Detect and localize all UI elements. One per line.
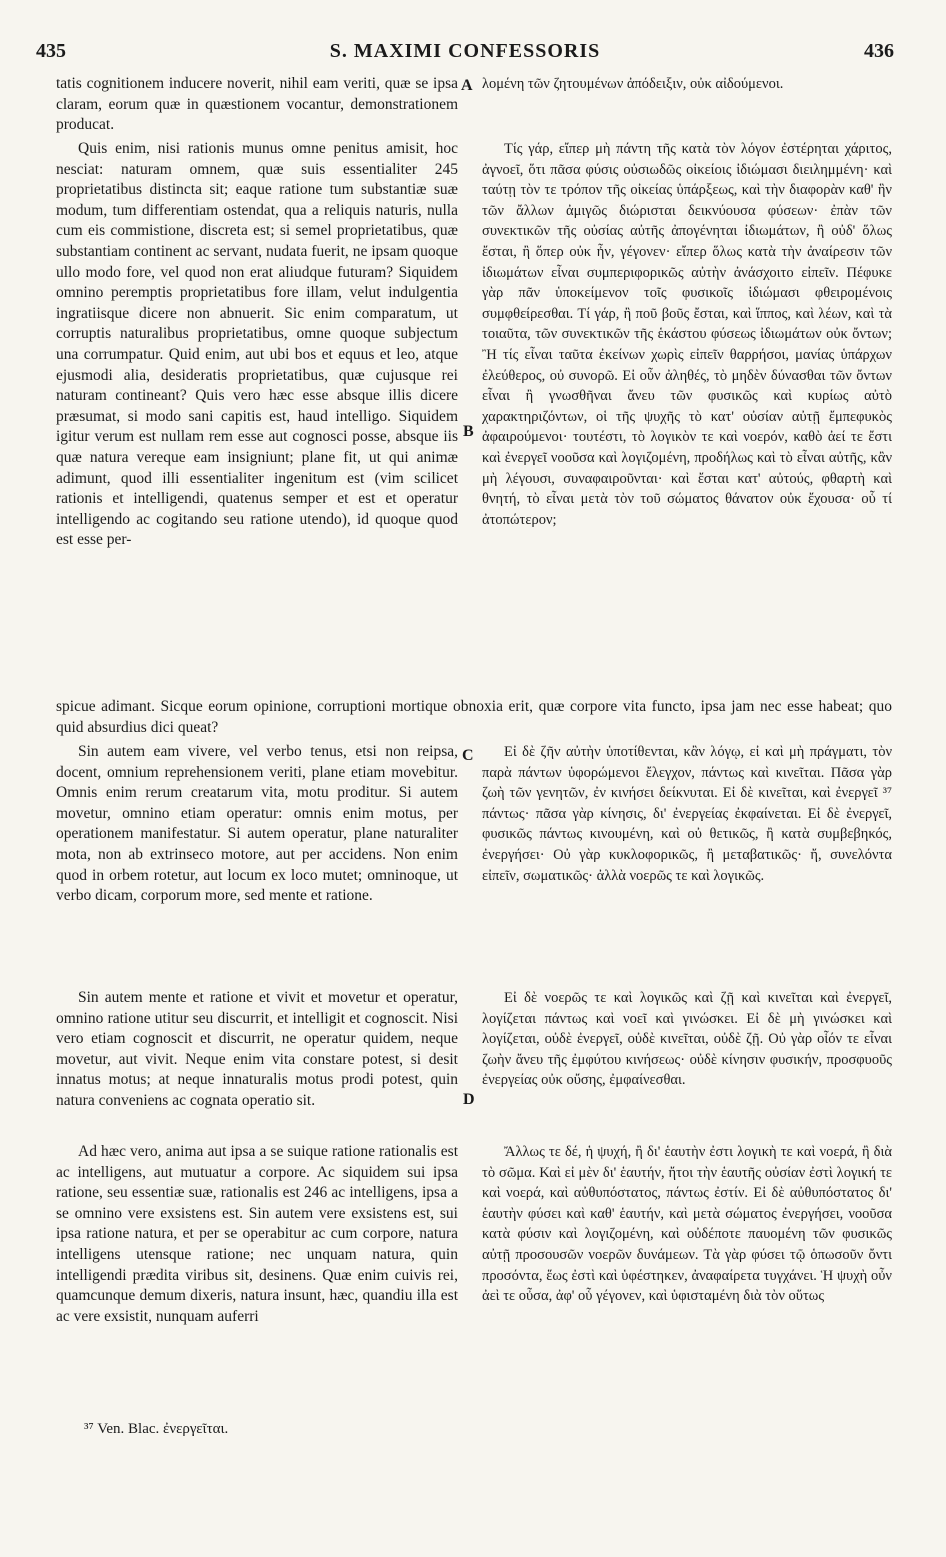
latin-paragraph-2: Quis enim, nisi rationis munus omne penitus amisit, hoc nesciat: naturam omnem, quæ suis essentialiter 245 proprietatibus distincta sit; eaque ratione tum substantiæ suæ modum, tum differentiam ostendat, qua a reliquis naturis, nulla cum eis commistione, discreta est; si semel proprietatibus, quæ substantiam continent ac servant, nudata fuerit, ne ipsam quoque ullo modo fore, vel quod non erat aliudque futuram? Siquidem omnino peremptis proprietatibus fore illam, velut indulgentia ingratiisque dicere non abnuerit. Sic enim comparatum, ut corruptis naturalibus proprietatibus, omne quoque subjectum una corrumpatur. Quid enim, aut ubi bos et equus et leo, atque ejusmodi alia, desideratis proprietatibus, quæ cujusque rei naturam contineant? Quis vero hæc esse absque illis dicere præsumat, si modo sani capitis est, haud intelligo. Siquidem igitur verum est nullam rem esse aut cognosci posse, absque iis quæ natura vereque eam insigniunt; plane fit, ut qui animæ adimunt, quod illi essentialiter ingenitum est (vim scilicet rationis et intelligendi, quatenus semper et est et operatur intelligendo ac cogitando seu ratione utendo), id quoque quod est esse per- <box>56 140 458 549</box>
greek-paragraph-1: λομένη τῶν ζητουμένων ἀπόδειξιν, οὐκ αἰδούμενοι. <box>482 76 784 92</box>
latin-paragraph-4: Sin autem mente et ratione et vivit et movetur et operatur, omnino ratione utitur seu discurrit, et intelligit et cognoscit. Nisi vero etiam cognoscit et discurrit, ne operatur quidem, neque movetur, aut vivit. Neque enim vita constare potest, si desit innatus motus; at neque innaturalis motus prodi potest, quin natura conveniens ac cognata operatio sit. <box>56 989 458 1109</box>
greek-paragraph-3: Εἰ δὲ ζῆν αὐτὴν ὑποτίθενται, κἂν λόγῳ, εἰ καὶ μὴ πράγματι, τὸν παρὰ πάντων ὑφορώμενοι ἔλεγχον, πάντως καὶ κινεῖται. Πᾶσα γὰρ ζωὴ τῶν γενητῶν, ἐν κινήσει δείκνυται. Εἰ δὲ κινεῖται, καὶ ἐνεργεῖ ³⁷ πάντως· πᾶσα γὰρ κίνησις, δι' ἐνεργείας ἐκφαίνεται. Εἰ δὲ ἐνεργεῖ, φυσικῶς πάντως κινουμένη, καὶ οὐ θετικῶς, ἢ κατὰ συμβεβηκός, ἐνεργήσει· Οὐ γὰρ κυκλοφορικῶς, ἢ μεταβατικῶς· ἤ, συνελόντα εἰπεῖν, σωματικῶς· ἀλλὰ νοερῶς τε καὶ λογικῶς. <box>482 744 892 884</box>
latin-paragraph-5: Ad hæc vero, anima aut ipsa a se suique ratione rationalis est ac intelligens, aut mutuatur a corpore. Ac siquidem sui ipsa ratione, seu essentiæ suæ, rationalis est 246 ac intelligens, ipsa a se omnino vere exsistens est. Sin autem vere exsistens est, sui ipsa ratione natura, et per se operabitur ac cum corpore, natura intelligens utensque ratione; nec unquam natura, quin intelligendi prædita viribus sit, desinens. Quæ enim cuivis rei, quamcunque demum dixeris, natura insunt, hæc, quandiu illa est ac vere exsistit, nunquam auferri <box>56 1143 458 1325</box>
margin-letter-d: D <box>463 1091 475 1108</box>
margin-letter-b: B <box>463 423 474 440</box>
greek-paragraph-2: Τίς γάρ, εἴπερ μὴ πάντη τῆς κατὰ τὸν λόγον ἐστέρηται χάριτος, ἀγνοεῖ, ὅτι πᾶσα φύσις οὐσιωδῶς οἰκείοις ἰδιώμασι διειλημμένη· καὶ ταύτῃ τὸν τε τρόπον τῆς οἰκείας ὑπάρξεως, καὶ τὴν διαφορὰν καθ' ἣν τῶν ἄλλων ἀμιγῶς διώρισται δεικνύουσα φύσεων· ἐπὰν τῶν συνεκτικῶν τῆς οὐσίας αὐτῆς ἀπογένηται ἰδιωμάτων, ἢ οὐδ' ὅλως ἔσται, ἢ ὅπερ οὐκ ἦν, γέγονεν· εἴπερ ὅλως κατὰ τὴν ἀναίρεσιν τῶν ἰδιωμάτων εἶναι συμπεριφορικῶς αὐτὴν ἀνάσχοιτο εἰπεῖν. Πέφυκε γὰρ πᾶν ὑποκείμενον τοῖς φυσικοῖς ἰδιώμασι φθειρομένοις συμφθείρεσθαι. Τί γάρ, ἢ ποῦ βοῦς ἔσται, καὶ ἵππος, καὶ λέων, καὶ τὰ τοιαῦτα, τῶν συνεκτικῶν τῆς ἑκάστου φύσεως ἰδιωμάτων οὐκ ὄντων; Ἢ τίς εἶναι ταῦτα ἐκείνων χωρὶς εἰπεῖν θαρρήσοι, μανίας ὑπάρχων ἐλεύθερος, οὐ συνορῶ. Εἰ οὖν ἀληθές, τὸ μηδὲν δύνασθαι τῶν ὄντων εἶναι ἢ γνωσθῆναι ἄνευ τῶν φυσικῶς καὶ κυρίως αὐτὸ χαρακτηριζόντων, οἱ τῆς ψυχῆς τὸ κατ' οὐσίαν αὐτῇ ἔμπεφυκὸς ἀφαιρούμενοι· τουτέστι, τὸ λογικὸν τε καὶ νοερόν, καθὸ ἀεί τε ἔστι καὶ ἐνεργεῖ νοοῦσα καὶ λογιζομένη, προδήλως καὶ τὸ εἶναι αὐτῆς, κἂν μὴ λέγουσι, συναφαιροῦνται· καὶ ἔσται κατ' αὐτούς, φθαρτὴ καὶ θνητή, τὸ εἶναι μετὰ τὸν τοῦ σώματος θάνατον οὐκ ἔχουσα· οὗ τί ἀτοπώτερον; <box>482 141 892 528</box>
page-header <box>36 40 894 66</box>
footnote: ³⁷ Ven. Blac. ἐνεργεῖται. <box>84 1421 229 1437</box>
page-number-left: 435 <box>36 40 66 62</box>
latin-paragraph-3: Sin autem eam vivere, vel verbo tenus, etsi non reipsa, docent, omnium reprehensionem veriti, plane etiam movebitur. Omnis enim rerum creatarum vita, motu proditur. Si autem movetur, omnino etiam operatur: omnis enim motus, per operationem manifestatur. Si autem operatur, plane naturaliter mota, non ab extrinseco motore, aut per accidens. Non enim quod in orbem rotetur, aut locum ex loco mutet; omninoque, ut verbo dicam, corporum more, sed mente et ratione. <box>56 743 458 905</box>
margin-letter-c: C <box>462 747 474 764</box>
full-width-line: spicue adimant. Sicque eorum opinione, corruptioni mortique obnoxia erit, quæ corpore vita functo, ipsa jam nec esse habeat; quo quid absurdius dici queat? <box>56 698 892 736</box>
greek-paragraph-5: Ἄλλως τε δέ, ἡ ψυχή, ἢ δι' ἑαυτὴν ἐστι λογικὴ τε καὶ νοερά, ἢ διὰ τὸ σῶμα. Καὶ εἰ μὲν δι' ἑαυτήν, ἤτοι τὴν ἑαυτῆς οὐσίαν ἐστὶ λογική τε καὶ νοερά, καὶ αὐθυπόστατος, πάντως ἐστίν. Εἰ δὲ αὐθυπόστατος δι' ἑαυτὴν φύσει καὶ καθ' ἑαυτήν, καὶ μετὰ σώματος ἐνεργήσει, νοοῦσα κατὰ φύσιν καὶ λογιζομένη, καὶ οὐδέποτε παυομένη τῶν φυσικῶς αὐτῇ προσουσῶν νοερῶν δυνάμεων. Τὰ γὰρ φύσει τῷ ὁπωσοῦν ὄντι προσόντα, ἕως ἐστὶ καὶ ὑφέστηκεν, ἀναφαίρετα τυγχάνει. Ἡ ψυχὴ οὖν ἀεὶ τε οὖσα, ἀφ' οὗ γέγονεν, καὶ ὑφισταμένη διὰ τὸν οὕτως <box>482 1144 892 1305</box>
latin-paragraph-1: tatis cognitionem inducere noverit, nihil eam veriti, quæ se ipsa claram, eorum quæ in quæstionem vocantur, demonstrationem producat. <box>56 75 458 134</box>
page-number-right: 436 <box>864 40 894 62</box>
margin-letter-a: A <box>461 77 473 94</box>
greek-paragraph-4: Εἰ δὲ νοερῶς τε καὶ λογικῶς καὶ ζῇ καὶ κινεῖται καὶ ἐνεργεῖ, λογίζεται πάντως καὶ νοεῖ καὶ γινώσκει. Εἰ δὲ μὴ γινώσκει καὶ λογίζεται, οὐδὲ ἐνεργεῖ, οὐδὲ κινεῖται, οὐδὲ ζῇ. Οὐ γὰρ οἷόν τε εἶναι ζωὴν ἄνευ τῆς ἐμφύτου κινήσεως· οὐδὲ κίνησιν φυσικήν, προσφυοῦς ἐνεργείας οὐκ οὔσης, ἐμφαίνεσθαι. <box>482 990 892 1089</box>
running-title: S. MAXIMI CONFESSORIS <box>329 40 601 62</box>
